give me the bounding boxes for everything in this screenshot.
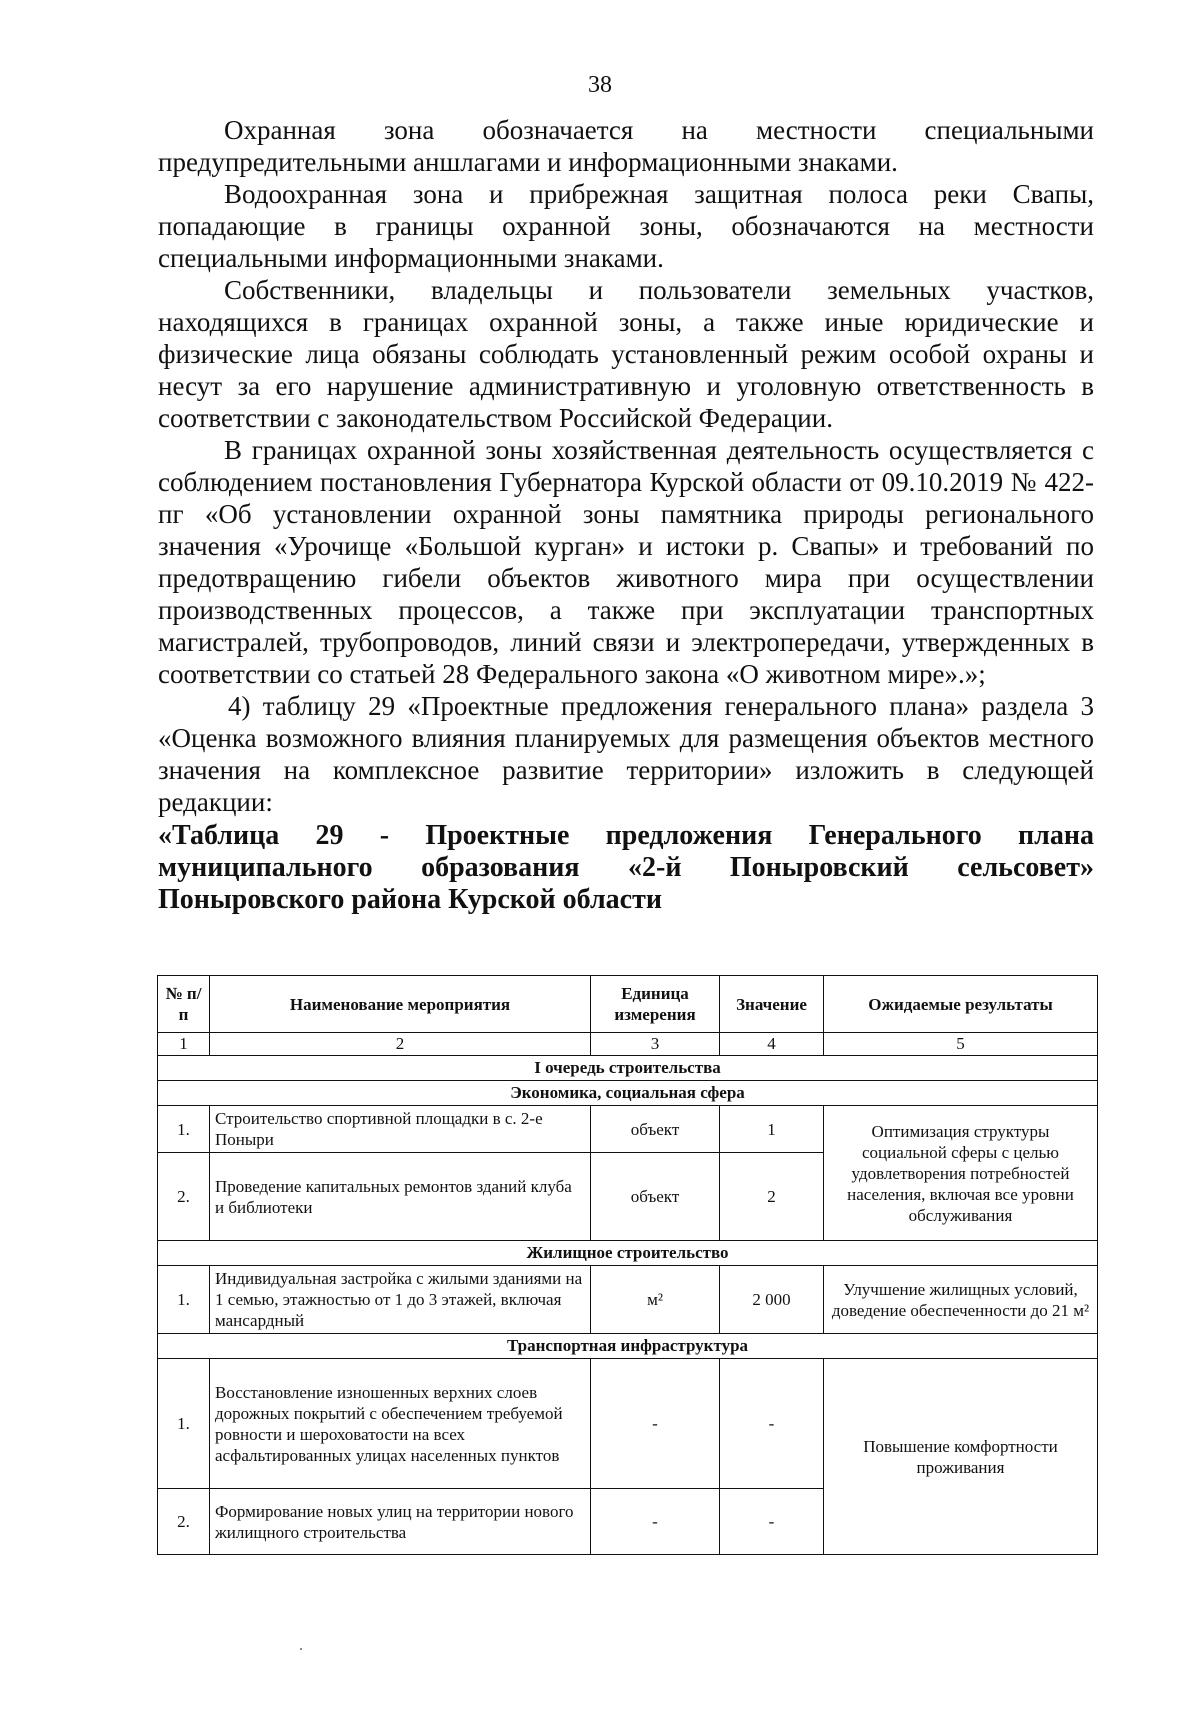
header-value: Значение	[720, 976, 824, 1033]
table-header-row	[158, 976, 1098, 1033]
table-row	[158, 1266, 1098, 1334]
paragraph: В границах охранной зоны хозяйственная деятельность осуществляется с соблюдением постановления Губернатора Курской области от 09.10.2019 № 422-пг «Об установлении охранной зоны памятника природы регионального значения «Урочище «Большой курган» и истоки р. Свапы» и требований по предотвращению гибели объектов животного мира при осуществлении производственных процессов, а также при эксплуатации транспортных магистралей, трубопроводов, линий связи и электропередачи, утвержденных в соответствии со статьей 28 Федерального закона «О животном мире».»;	[158, 435, 1094, 689]
table-row	[158, 1359, 1098, 1489]
section-heading-housing: Жилищное строительство	[158, 1241, 1098, 1266]
header-unit: Единица измерения	[591, 976, 720, 1033]
row-value: 2 000	[720, 1266, 824, 1334]
column-number: 5	[824, 1033, 1098, 1056]
paragraph: Охранная зона обозначается на местности специальными предупредительными аншлагами и информационными знаками.	[158, 115, 1094, 177]
row-result: Улучшение жилищных условий, доведение обеспеченности до 21 м²	[824, 1266, 1098, 1334]
header-num: № п/п	[158, 976, 210, 1033]
row-num: 1.	[158, 1266, 210, 1334]
row-unit: -	[591, 1359, 720, 1489]
row-unit: объект	[591, 1106, 720, 1153]
column-number: 2	[210, 1033, 591, 1056]
row-name: Проведение капитальных ремонтов зданий клуба и библиотеки	[210, 1153, 591, 1241]
page-number: 38	[588, 72, 612, 98]
table-row	[158, 1106, 1098, 1153]
header-name: Наименование мероприятия	[210, 976, 591, 1033]
section-heading-transport: Транспортная инфраструктура	[158, 1334, 1098, 1359]
row-num: 1.	[158, 1359, 210, 1489]
row-value: 1	[720, 1106, 824, 1153]
row-result: Оптимизация структуры социальной сферы с целью удовлетворения потребностей населения, включая все уровни обслуживания	[824, 1106, 1098, 1241]
paragraph: Водоохранная зона и прибрежная защитная полоса реки Свапы, попадающие в границы охранной зоны, обозначаются на местности специальными информационными знаками.	[158, 179, 1094, 273]
column-number: 3	[591, 1033, 720, 1056]
section-row	[158, 1334, 1098, 1359]
row-name: Индивидуальная застройка с жилыми зданиями на 1 семью, этажностью от 1 до 3 этажей, включая мансардный	[210, 1266, 591, 1334]
row-result: Повышение комфортности проживания	[824, 1359, 1098, 1555]
section-row	[158, 1081, 1098, 1106]
stage-heading: I очередь строительства	[158, 1056, 1098, 1081]
section-row	[158, 1241, 1098, 1266]
stage-row	[158, 1056, 1098, 1081]
header-result: Ожидаемые результаты	[824, 976, 1098, 1033]
proposals-table	[157, 975, 1098, 1555]
row-num: 2.	[158, 1489, 210, 1555]
row-value: -	[720, 1489, 824, 1555]
body-text	[158, 114, 1094, 916]
row-name: Формирование новых улиц на территории нового жилищного строительства	[210, 1489, 591, 1555]
list-item-4: 4) таблицу 29 «Проектные предложения генерального плана» раздела 3 «Оценка возможного влияния планируемых для размещения объектов местного значения на комплексное развитие территории» изложить в следующей редакции:	[158, 691, 1094, 817]
row-unit: м²	[591, 1266, 720, 1334]
table-title: «Таблица 29 - Проектные предложения Генерального плана муниципального образования «2-й Поныровский сельсовет» Поныровского района Курской области	[158, 820, 1094, 915]
row-name: Восстановление изношенных верхних слоев дорожных покрытий с обеспечением требуемой ровности и шероховатости на всех асфальтированных улицах населенных пунктов	[210, 1359, 591, 1489]
column-number-row	[158, 1033, 1098, 1056]
row-num: 2.	[158, 1153, 210, 1241]
paragraph: Собственники, владельцы и пользователи земельных участков, находящихся в границах охранной зоны, а также иные юридические и физические лица обязаны соблюдать установленный режим особой охраны и несут за его нарушение административную и уголовную ответственность в соответствии с законодательством Российской Федерации.	[158, 275, 1094, 433]
row-value: -	[720, 1359, 824, 1489]
row-num: 1.	[158, 1106, 210, 1153]
section-heading-economy: Экономика, социальная сфера	[158, 1081, 1098, 1106]
scan-speck	[300, 1648, 302, 1650]
row-unit: -	[591, 1489, 720, 1555]
row-name: Строительство спортивной площадки в с. 2-е Поныри	[210, 1106, 591, 1153]
row-value: 2	[720, 1153, 824, 1241]
column-number: 4	[720, 1033, 824, 1056]
column-number: 1	[158, 1033, 210, 1056]
row-unit: объект	[591, 1153, 720, 1241]
